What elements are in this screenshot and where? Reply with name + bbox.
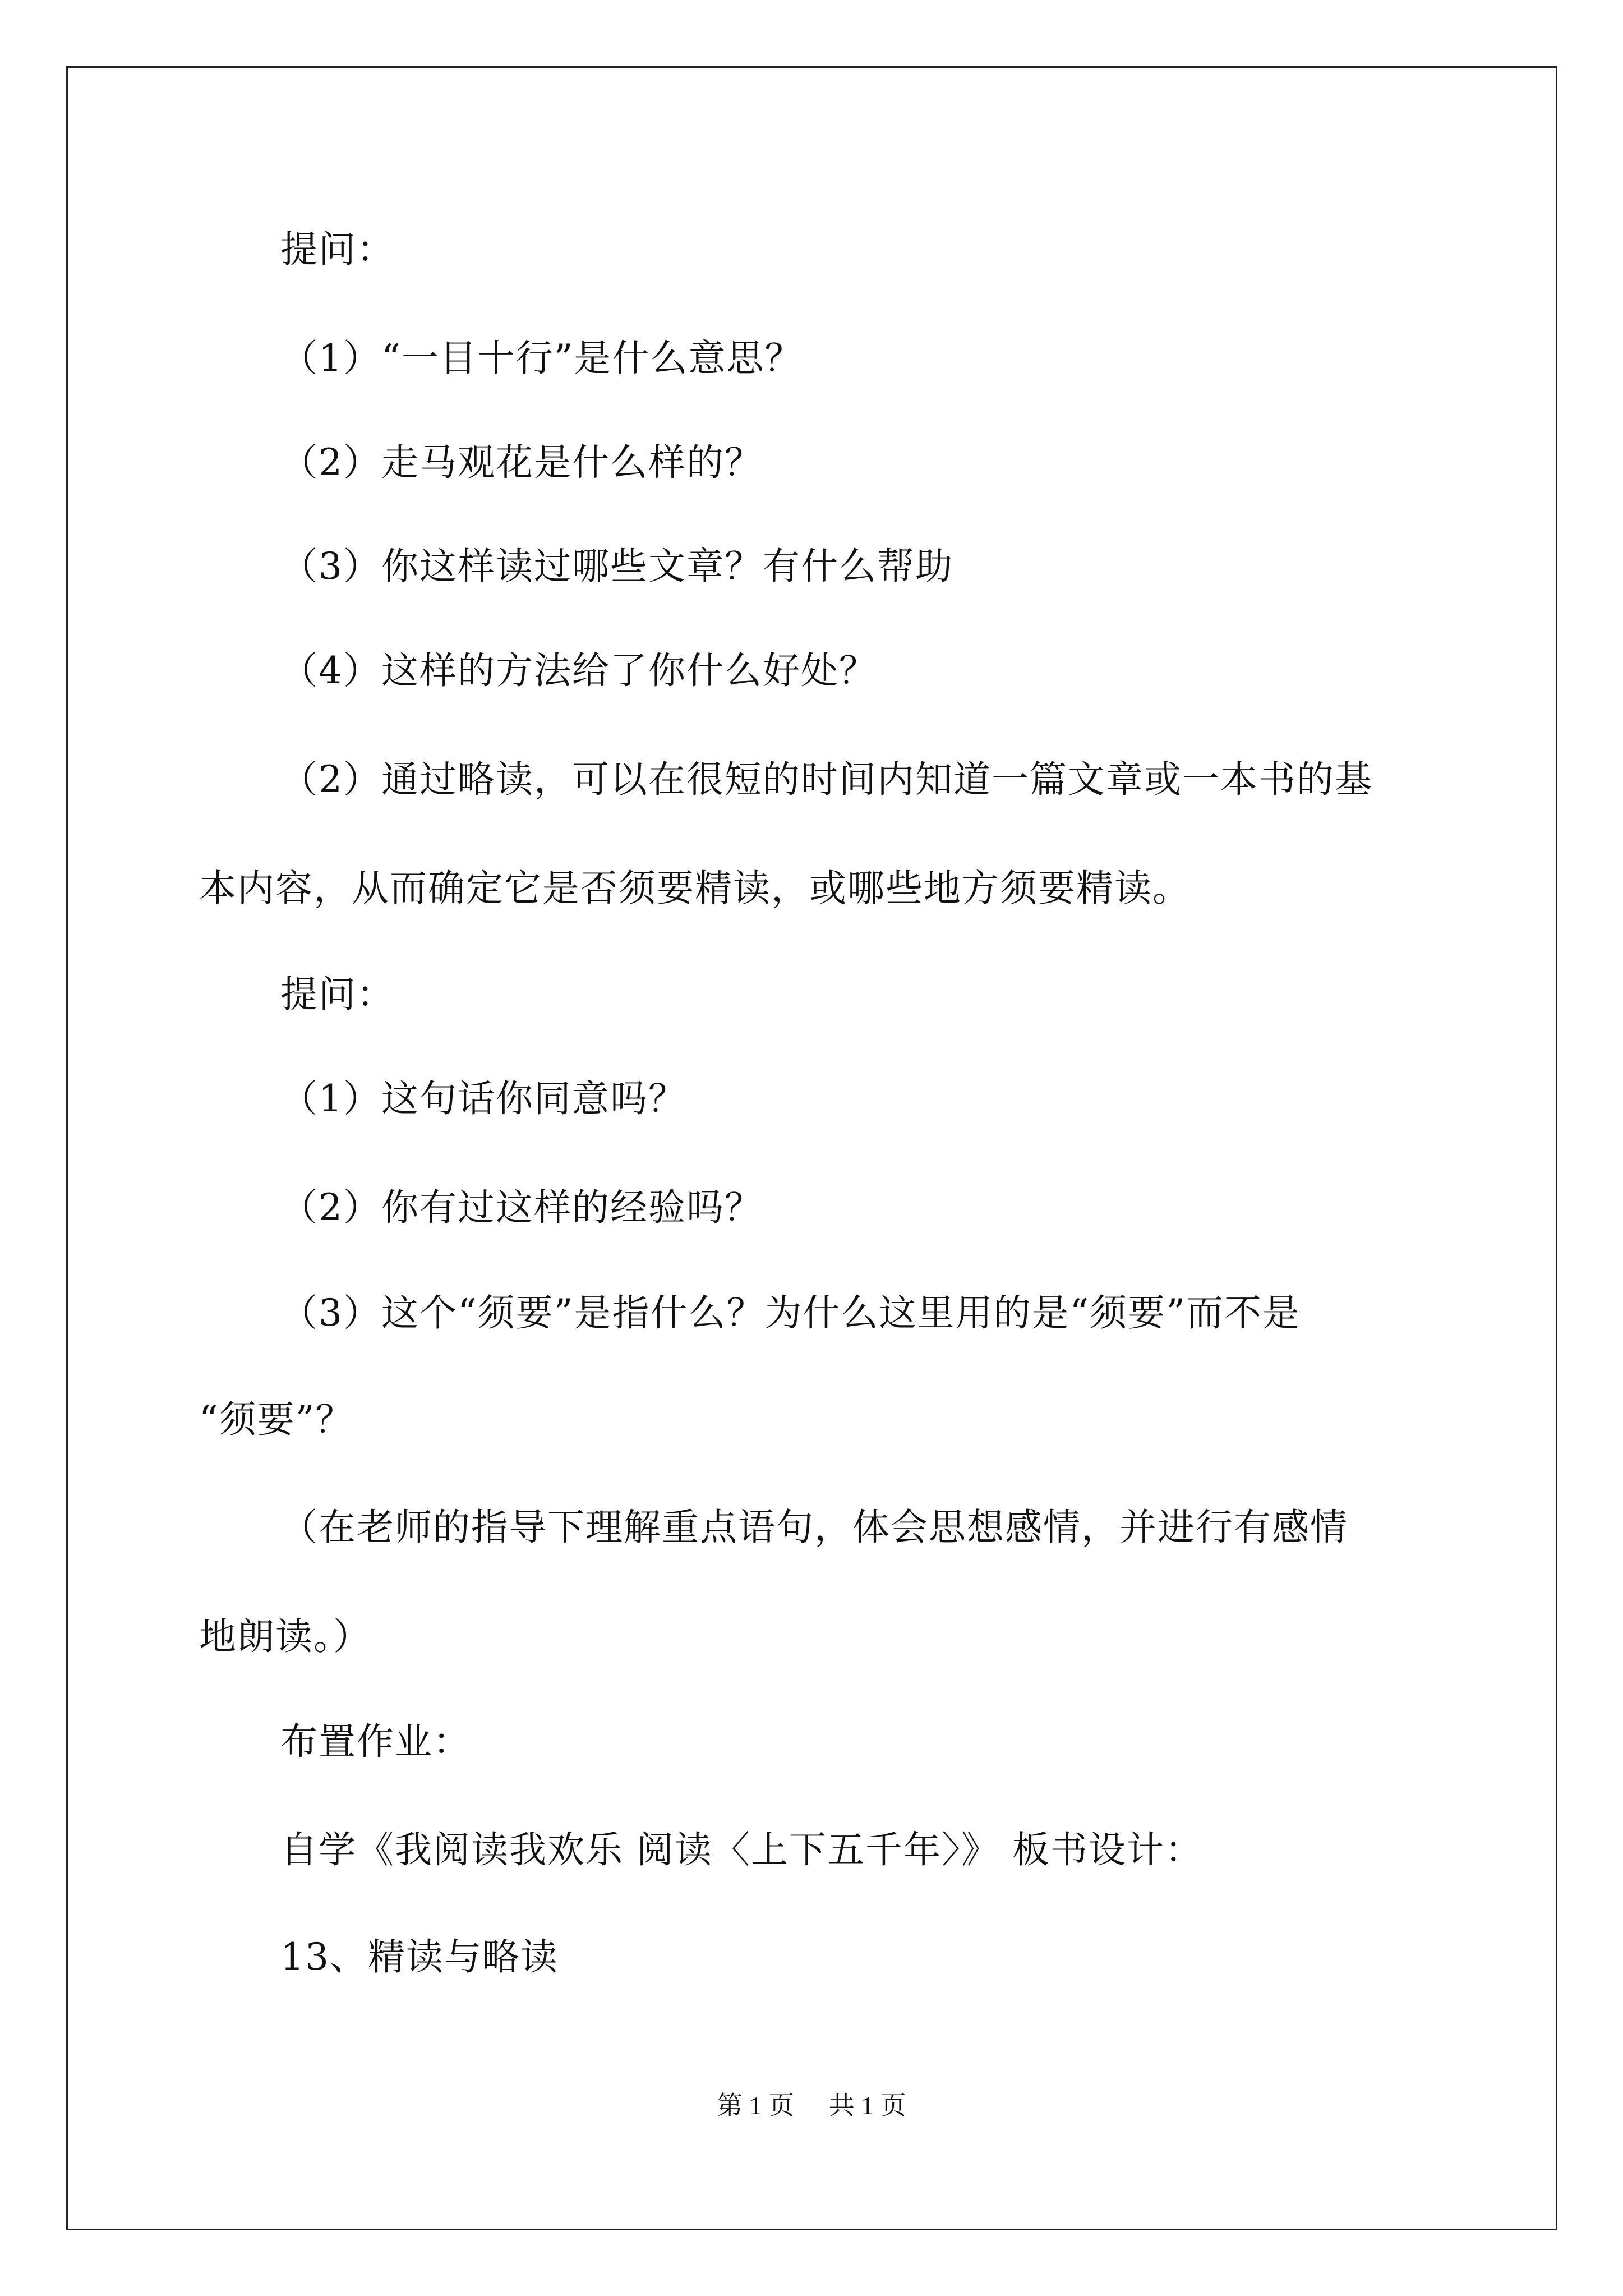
text-line: 地朗读。） bbox=[199, 1615, 371, 1658]
text-line: （在老师的指导下理解重点语句，体会思想感情，并进行有感情 bbox=[280, 1506, 1348, 1549]
text-line: （4）这样的方法给了你什么好处？ bbox=[280, 649, 877, 692]
text-line: （2）通过略读，可以在很短的时间内知道一篇文章或一本书的基 bbox=[280, 758, 1373, 801]
text-line: （1）这句话你同意吗？ bbox=[280, 1077, 686, 1120]
text-line: 自学《我阅读我欢乐 阅读〈上下五千年〉》 板书设计： bbox=[280, 1828, 1203, 1871]
text-line: 本内容，从而确定它是否须要精读，或哪些地方须要精读。 bbox=[199, 867, 1191, 910]
page-total: 共 1 页 bbox=[828, 2091, 906, 2120]
page-number: 第 1 页 bbox=[717, 2091, 795, 2120]
text-line: “须要”？ bbox=[199, 1398, 354, 1441]
text-line: 布置作业： bbox=[280, 1720, 471, 1763]
text-line: （1）“一目十行”是什么意思？ bbox=[280, 337, 803, 380]
text-line: 13、精读与略读 bbox=[280, 1935, 559, 1978]
text-line: （2）走马观花是什么样的？ bbox=[280, 441, 763, 484]
text-line: （3）你这样读过哪些文章？有什么帮助 bbox=[280, 545, 953, 588]
page-footer bbox=[0, 2090, 1623, 2122]
text-line: （3）这个“须要”是指什么？为什么这里用的是“须要”而不是 bbox=[280, 1291, 1301, 1335]
page-border bbox=[66, 66, 1557, 2230]
text-line: 提问： bbox=[280, 973, 395, 1016]
text-line: （2）你有过这样的经验吗？ bbox=[280, 1186, 763, 1229]
text-line: 提问： bbox=[280, 228, 395, 271]
